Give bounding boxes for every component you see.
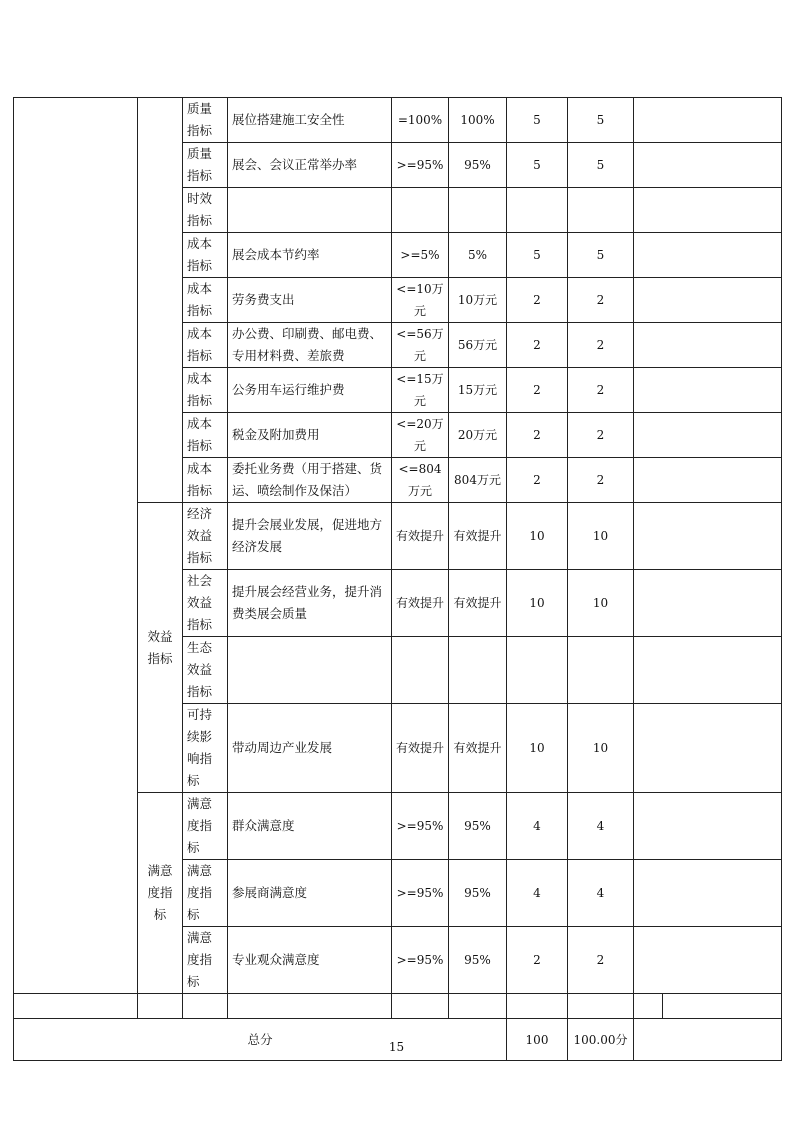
weight-cell xyxy=(507,188,568,233)
target-value-cell: =100% xyxy=(392,98,449,143)
level3-indicator-cell: 生态效益指标 xyxy=(183,637,228,704)
score-cell: 2 xyxy=(568,413,634,458)
level3-indicator-cell: 成本指标 xyxy=(183,368,228,413)
actual-value-cell: 804万元 xyxy=(449,458,507,503)
level3-indicator-cell: 可持续影响指标 xyxy=(183,704,228,793)
score-cell: 2 xyxy=(568,368,634,413)
blank-cell xyxy=(634,994,782,1019)
indicator-content-cell xyxy=(228,637,392,704)
indicator-content-cell: 提升展会经营业务，提升消费类展会质量 xyxy=(228,570,392,637)
score-cell: 4 xyxy=(568,860,634,927)
score-cell: 2 xyxy=(568,278,634,323)
remark-cell xyxy=(634,793,782,860)
level3-indicator-cell: 满意度指标 xyxy=(183,793,228,860)
actual-value-cell: 5% xyxy=(449,233,507,278)
weight-cell xyxy=(507,637,568,704)
actual-value-cell: 95% xyxy=(449,793,507,860)
level3-indicator-cell: 满意度指标 xyxy=(183,927,228,994)
weight-cell: 5 xyxy=(507,98,568,143)
target-value-cell: <=15万元 xyxy=(392,368,449,413)
score-cell xyxy=(568,637,634,704)
level3-indicator-cell: 成本指标 xyxy=(183,323,228,368)
actual-value-cell: 95% xyxy=(449,927,507,994)
remark-cell xyxy=(634,188,782,233)
blank-row xyxy=(14,994,782,1019)
level3-indicator-cell: 满意度指标 xyxy=(183,860,228,927)
page-number: 15 xyxy=(388,1040,405,1054)
score-cell: 5 xyxy=(568,143,634,188)
remark-cell xyxy=(634,927,782,994)
target-value-cell: <=20万元 xyxy=(392,413,449,458)
weight-cell: 2 xyxy=(507,278,568,323)
weight-cell: 2 xyxy=(507,323,568,368)
remark-cell xyxy=(634,368,782,413)
blank-cell xyxy=(507,994,568,1019)
indicator-content-cell xyxy=(228,188,392,233)
weight-cell: 4 xyxy=(507,860,568,927)
actual-value-cell: 有效提升 xyxy=(449,570,507,637)
performance-indicator-table xyxy=(13,97,782,1061)
level2-indicator-cell: 满意度指标 xyxy=(138,793,183,994)
actual-value-cell: 有效提升 xyxy=(449,503,507,570)
blank-cell xyxy=(392,994,449,1019)
indicator-content-cell: 群众满意度 xyxy=(228,793,392,860)
indicator-content-cell: 展会成本节约率 xyxy=(228,233,392,278)
weight-cell: 10 xyxy=(507,570,568,637)
remark-cell xyxy=(634,458,782,503)
score-cell: 5 xyxy=(568,233,634,278)
score-cell: 4 xyxy=(568,793,634,860)
score-cell: 5 xyxy=(568,98,634,143)
score-cell: 2 xyxy=(568,458,634,503)
remark-cell xyxy=(634,637,782,704)
indicator-content-cell: 带动周边产业发展 xyxy=(228,704,392,793)
level3-indicator-cell: 社会效益指标 xyxy=(183,570,228,637)
weight-cell: 2 xyxy=(507,927,568,994)
weight-cell: 5 xyxy=(507,143,568,188)
level3-indicator-cell: 质量指标 xyxy=(183,143,228,188)
score-cell: 10 xyxy=(568,503,634,570)
weight-cell: 2 xyxy=(507,413,568,458)
target-value-cell: >=95% xyxy=(392,927,449,994)
weight-cell: 10 xyxy=(507,704,568,793)
weight-cell: 2 xyxy=(507,368,568,413)
blank-cell xyxy=(568,994,634,1019)
actual-value-cell: 95% xyxy=(449,860,507,927)
score-cell: 10 xyxy=(568,570,634,637)
indicator-content-cell: 劳务费支出 xyxy=(228,278,392,323)
weight-cell: 10 xyxy=(507,503,568,570)
actual-value-cell: 15万元 xyxy=(449,368,507,413)
target-value-cell xyxy=(392,637,449,704)
remark-cell xyxy=(634,860,782,927)
weight-cell: 2 xyxy=(507,458,568,503)
actual-value-cell xyxy=(449,637,507,704)
level3-indicator-cell: 成本指标 xyxy=(183,233,228,278)
level2-indicator-cell xyxy=(138,98,183,503)
remark-cell xyxy=(634,570,782,637)
level3-indicator-cell: 成本指标 xyxy=(183,278,228,323)
target-value-cell: >=5% xyxy=(392,233,449,278)
score-cell: 2 xyxy=(568,323,634,368)
total-weight: 100 xyxy=(507,1019,568,1061)
score-cell: 2 xyxy=(568,927,634,994)
indicator-content-cell: 展位搭建施工安全性 xyxy=(228,98,392,143)
actual-value-cell: 10万元 xyxy=(449,278,507,323)
blank-split-line xyxy=(662,994,781,1018)
target-value-cell: 有效提升 xyxy=(392,570,449,637)
weight-cell: 5 xyxy=(507,233,568,278)
actual-value-cell xyxy=(449,188,507,233)
remark-cell xyxy=(634,503,782,570)
indicator-content-cell: 展会、会议正常举办率 xyxy=(228,143,392,188)
level2-indicator-cell: 效益指标 xyxy=(138,503,183,793)
target-value-cell xyxy=(392,188,449,233)
actual-value-cell: 56万元 xyxy=(449,323,507,368)
blank-cell xyxy=(228,994,392,1019)
indicator-content-cell: 税金及附加费用 xyxy=(228,413,392,458)
target-value-cell: 有效提升 xyxy=(392,503,449,570)
score-cell: 10 xyxy=(568,704,634,793)
target-value-cell: 有效提升 xyxy=(392,704,449,793)
remark-cell xyxy=(634,143,782,188)
remark-cell xyxy=(634,413,782,458)
actual-value-cell: 有效提升 xyxy=(449,704,507,793)
target-value-cell: <=56万元 xyxy=(392,323,449,368)
indicator-content-cell: 专业观众满意度 xyxy=(228,927,392,994)
score-cell xyxy=(568,188,634,233)
actual-value-cell: 20万元 xyxy=(449,413,507,458)
level3-indicator-cell: 成本指标 xyxy=(183,413,228,458)
actual-value-cell: 100% xyxy=(449,98,507,143)
remark-cell xyxy=(634,323,782,368)
table-row xyxy=(14,98,782,143)
blank-cell xyxy=(138,994,183,1019)
indicator-content-cell: 公务用车运行维护费 xyxy=(228,368,392,413)
target-value-cell: >=95% xyxy=(392,860,449,927)
target-value-cell: <=10万元 xyxy=(392,278,449,323)
blank-cell xyxy=(14,994,138,1019)
level1-indicator-cell xyxy=(14,98,138,994)
blank-cell xyxy=(449,994,507,1019)
table-body xyxy=(14,98,782,1061)
weight-cell: 4 xyxy=(507,793,568,860)
level3-indicator-cell: 经济效益指标 xyxy=(183,503,228,570)
target-value-cell: <=804万元 xyxy=(392,458,449,503)
target-value-cell: >=95% xyxy=(392,793,449,860)
target-value-cell: >=95% xyxy=(392,143,449,188)
indicator-content-cell: 委托业务费（用于搭建、货运、喷绘制作及保洁） xyxy=(228,458,392,503)
level3-indicator-cell: 成本指标 xyxy=(183,458,228,503)
remark-cell xyxy=(634,233,782,278)
remark-cell xyxy=(634,278,782,323)
indicator-content-cell: 办公费、印刷费、邮电费、专用材料费、差旅费 xyxy=(228,323,392,368)
actual-value-cell: 95% xyxy=(449,143,507,188)
level3-indicator-cell: 质量指标 xyxy=(183,98,228,143)
level3-indicator-cell: 时效指标 xyxy=(183,188,228,233)
indicator-content-cell: 参展商满意度 xyxy=(228,860,392,927)
remark-cell xyxy=(634,98,782,143)
blank-cell xyxy=(183,994,228,1019)
total-label: 总分 xyxy=(14,1019,507,1061)
total-score: 100.00分 xyxy=(568,1019,634,1061)
remark-cell xyxy=(634,704,782,793)
indicator-content-cell: 提升会展业发展，促进地方经济发展 xyxy=(228,503,392,570)
